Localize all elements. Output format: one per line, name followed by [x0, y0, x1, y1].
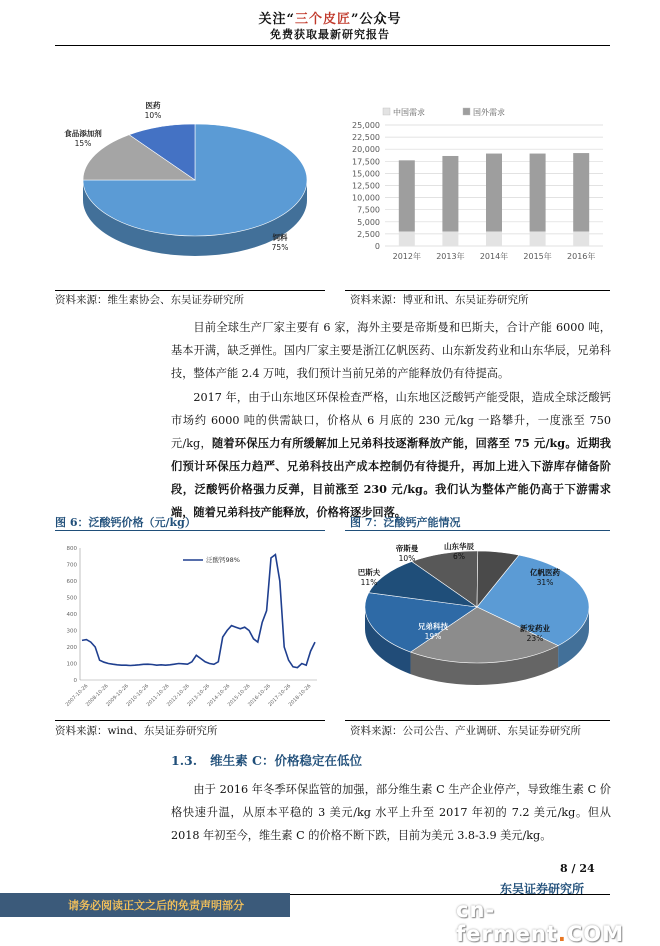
- bar-legend-swatch-1: [463, 108, 470, 115]
- page-number: 8 / 24: [560, 862, 595, 875]
- rule-fig-right-top: [345, 290, 610, 291]
- bar-ytick: 22,500: [352, 133, 380, 143]
- line-ytick: 200: [66, 645, 77, 651]
- bar-chart-demand: [345, 100, 610, 280]
- line-xtick: 2016-10-26: [247, 683, 272, 708]
- bar-ytick: 12,500: [352, 181, 380, 191]
- pie1-label-value-1: 15%: [74, 139, 92, 148]
- line-legend-label: 泛酸钙98%: [206, 556, 240, 564]
- pie1-label-value-0: 75%: [271, 243, 289, 252]
- fig6-source: 资料来源：wind、东吴证券研究所: [55, 725, 218, 737]
- bar1-source: 资料来源：博亚和讯、东吴证券研究所: [350, 294, 529, 306]
- pie1-label-name-1: 食品添加剂: [64, 129, 102, 138]
- line-ytick: 100: [66, 661, 77, 668]
- header-title: 关注“三个皮匠”公众号: [258, 12, 402, 27]
- pie7-label-name-3: 巴斯夫: [357, 568, 381, 577]
- line-xtick: 2017-10-26: [267, 683, 293, 708]
- paragraph-1: 目前全球生产厂家主要有 6 家，海外主要是帝斯曼和巴斯夫，合计产能 6000 吨，基本开满，缺乏弹性。国内厂家主要是浙江亿帆医药、山东新发药业和山东华辰，兄弟科技，整体产能 2.4 万吨，我们预计当前兄弟的产能释放仍有待提高。: [171, 321, 611, 380]
- line-ytick: 300: [66, 628, 77, 635]
- pie1-label-value-2: 10%: [144, 111, 162, 120]
- bar-ytick: 25,000: [352, 121, 380, 130]
- pie7-label-name-0: 亿帆医药: [530, 568, 560, 577]
- line-ytick: 600: [66, 579, 77, 585]
- pie7-label-value-1: 23%: [526, 634, 544, 643]
- bar-0-2: [486, 231, 502, 246]
- line-xtick: 2015-10-26: [226, 683, 252, 708]
- line-xtick: 2018-10-26: [287, 683, 313, 708]
- line-xtick: 2009-10-26: [105, 683, 130, 708]
- line-ytick: 800: [66, 546, 77, 552]
- bar-ytick: 15,000: [352, 169, 380, 179]
- line-xtick: 2007-10-26: [64, 683, 90, 708]
- bar-ytick: 2,500: [357, 229, 380, 239]
- line-ytick: 700: [66, 562, 77, 569]
- fig6-title: 图 6：泛酸钙价格（元/kg）: [55, 516, 196, 529]
- pie1-label-name-0: 饲料: [272, 233, 288, 242]
- line-xtick: 2010-10-26: [125, 683, 151, 708]
- line-chart-price: [55, 540, 325, 715]
- bar-1-4: [573, 153, 589, 231]
- fig7-source: 资料来源：公司公告、产业调研、东吴证券研究所: [350, 725, 581, 737]
- fig7-title: 图 7：泛酸钙产能情况: [350, 516, 461, 529]
- bar-0-3: [530, 231, 546, 246]
- bar-1-2: [486, 154, 502, 232]
- bar-1-3: [530, 154, 546, 232]
- bar-legend-swatch-0: [383, 108, 390, 115]
- pie7-label-value-4: 10%: [398, 554, 416, 563]
- pie7-label-value-5: 6%: [453, 552, 465, 561]
- line-xtick: 2011-10-26: [145, 683, 171, 708]
- line-ytick: 500: [66, 595, 77, 602]
- bar-ytick: 7,500: [357, 205, 380, 215]
- line-series: [82, 555, 315, 668]
- bar-legend-label-1: 国外需求: [473, 108, 505, 117]
- pie7-label-value-0: 31%: [536, 578, 554, 587]
- paragraph-2: 2017 年，由于山东地区环保检查严格，山东地区泛酸钙产能受限，造成全球泛酸钙市场约 6000 吨的供需缺口，价格从 6 月底的 230 元/kg 一路攀升，一度涨至 750 元/kg，随着环保压力有所缓解加上兄弟科技逐渐释放产能，回落至 75 元/kg。近期我们预计环保压力趋严、兄弟科技出产成本控制仍有待提升，再加上进入下游库存储备阶段，泛酸钙价格强力反弹，目前涨至 230 元/kg。我们认为整体产能仍高于下游需求端，随着兄弟科技产能释放，价格将逐步回落。: [171, 391, 611, 519]
- bar-ytick: 10,000: [352, 193, 380, 203]
- line-xtick: 2013-10-26: [186, 683, 212, 708]
- pie7-label-name-1: 新发药业: [520, 624, 550, 633]
- pie-chart-capacity: [345, 537, 610, 717]
- bar-xtick: 2012年: [392, 252, 421, 261]
- line-ytick: 0: [73, 678, 77, 684]
- fig6-title-rule: [55, 530, 325, 531]
- line-xtick: 2012-10-26: [165, 683, 191, 708]
- pie1-source: 资料来源：维生素协会、东吴证券研究所: [55, 294, 244, 306]
- header-highlight: 三个皮匠: [294, 12, 351, 27]
- rule-fig6-bottom: [55, 720, 325, 721]
- bar-xtick: 2014年: [479, 252, 509, 261]
- pie7-label-name-5: 山东华辰: [444, 542, 474, 551]
- bar-0-0: [399, 231, 415, 246]
- footer-brand: 东吴证券研究所: [500, 882, 585, 896]
- bar-ytick: 5,000: [357, 217, 380, 227]
- pie7-label-value-2: 19%: [424, 632, 442, 641]
- section-heading: 1.3. 维生素 C：价格稳定在低位: [171, 753, 362, 768]
- rule-fig7-bottom: [345, 720, 610, 721]
- bar-legend-label-0: 中国需求: [393, 108, 425, 117]
- header-subtitle: 免费获取最新研究报告: [270, 28, 390, 41]
- pie7-label-value-3: 11%: [360, 578, 378, 587]
- line-ytick: 400: [66, 612, 77, 618]
- watermark: cn-ferment.COM: [456, 898, 625, 946]
- pie1-label-name-2: 医药: [145, 101, 161, 110]
- header-rule: [55, 45, 610, 46]
- fig7-title-rule: [345, 530, 610, 531]
- bar-ytick: 20,000: [352, 145, 380, 155]
- paragraph-3: 由于 2016 年冬季环保监管的加强，部分维生素 C 生产企业停产，导致维生素 C 价格快速升温，从原本平稳的 3 美元/kg 水平上升至 2017 年初的 7.2 美元/kg。但从 2018 年初至今，维生素 C 的价格不断下跌，目前为美元 3.8-3.9 美元/kg。: [171, 783, 611, 842]
- line-xtick: 2008-10-26: [84, 683, 110, 708]
- bar-0-4: [573, 231, 589, 246]
- footer-disclaimer: 请务必阅读正文之后的免责声明部分: [68, 899, 244, 912]
- bar-xtick: 2016年: [567, 252, 596, 261]
- bar-0-1: [442, 231, 458, 246]
- bar-1-0: [399, 160, 415, 231]
- bar-1-1: [442, 156, 458, 232]
- footer-rule: [290, 894, 610, 895]
- bar-xtick: 2015年: [523, 252, 552, 261]
- line-xtick: 2014-10-26: [206, 683, 232, 708]
- pie7-label-name-4: 帝斯曼: [395, 544, 419, 553]
- bar-xtick: 2013年: [436, 252, 465, 261]
- rule-fig-left-top: [55, 290, 325, 291]
- bar-ytick: 17,500: [352, 157, 380, 167]
- pie7-label-name-2: 兄弟科技: [418, 622, 448, 631]
- bar-ytick: 0: [374, 242, 380, 251]
- pie-chart-vitamin-demand: [55, 90, 325, 290]
